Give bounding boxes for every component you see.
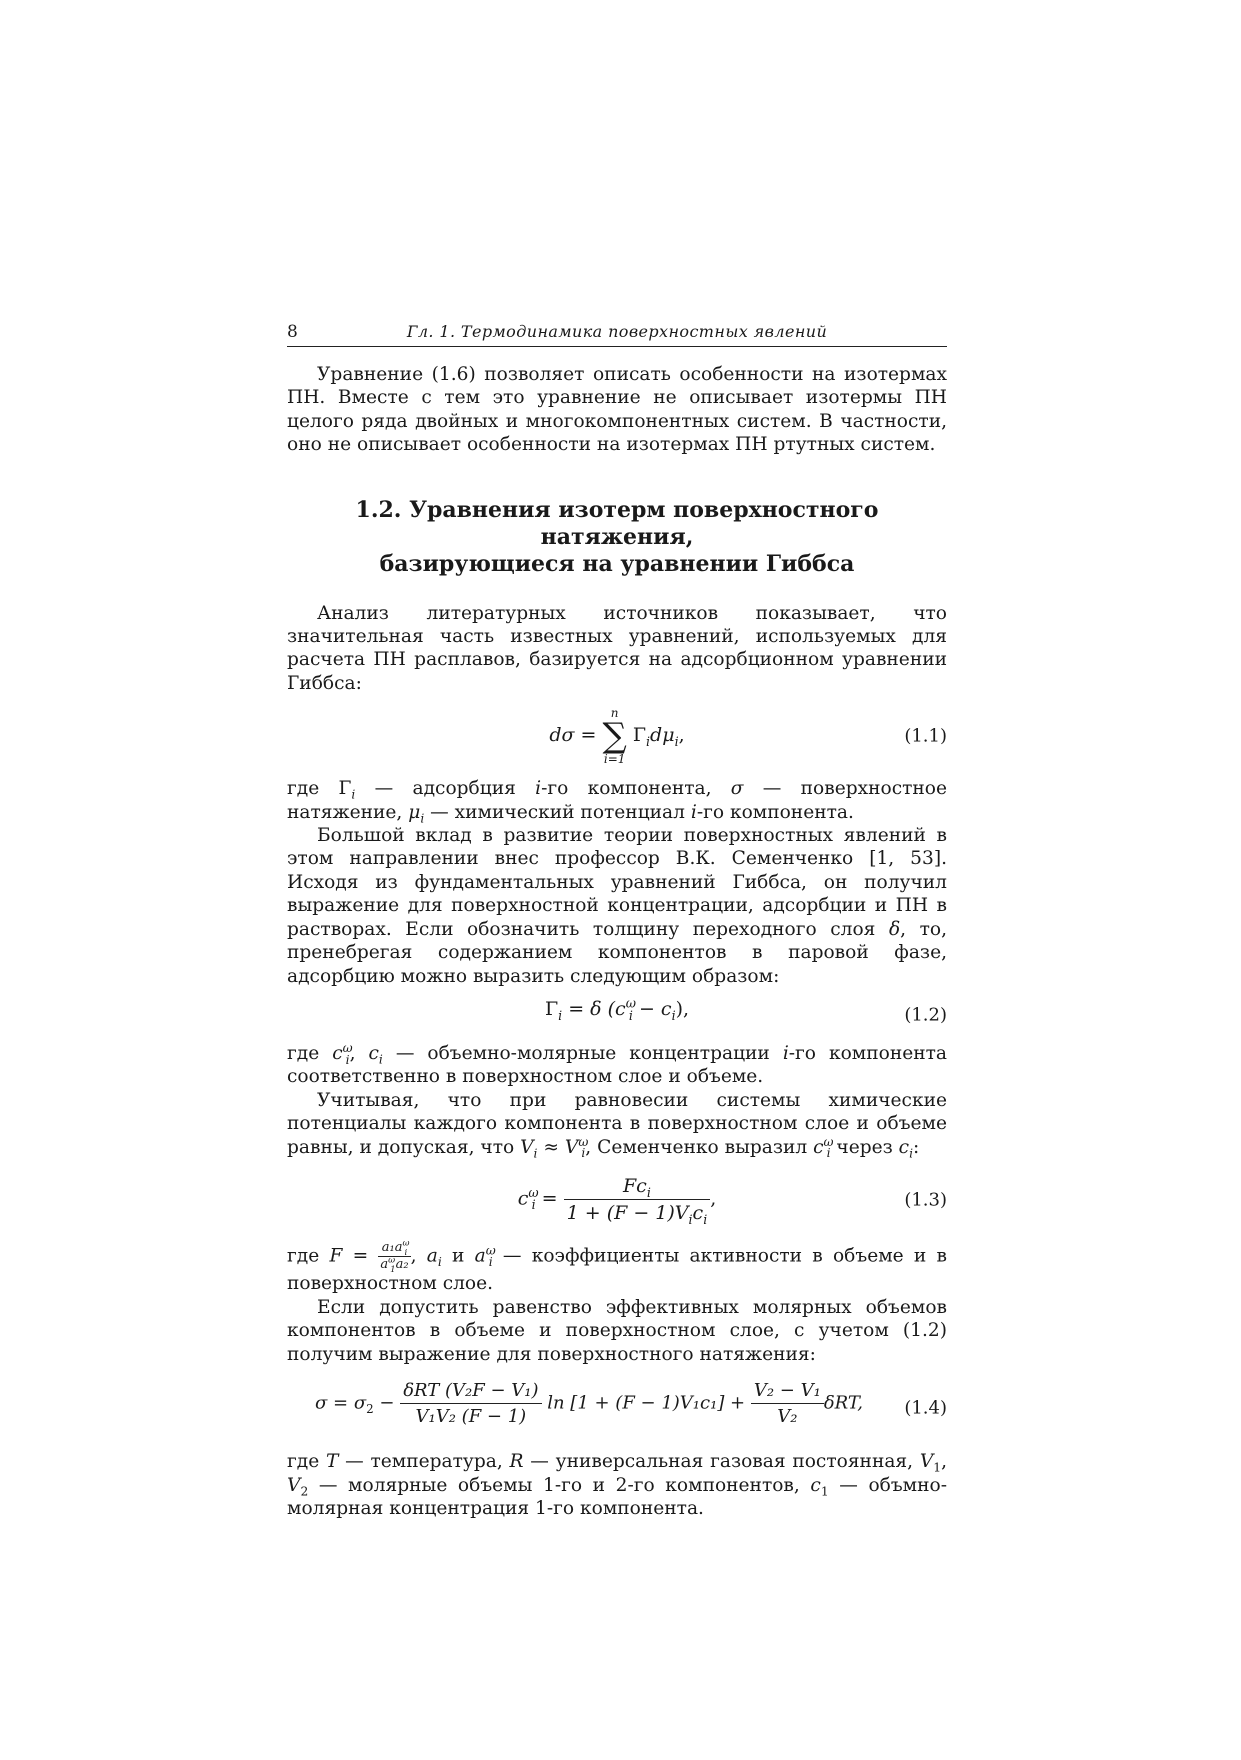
p7-t3: и: [441, 1245, 475, 1267]
p3-sigma: σ: [730, 778, 744, 800]
p9-t1: где: [287, 1451, 326, 1473]
p3-i2: i: [690, 801, 697, 823]
eq3-num-sub: i: [646, 1184, 651, 1200]
p5-c-sup: ω: [342, 1040, 353, 1055]
eq3-den-tail-sub: i: [703, 1211, 708, 1227]
eq2-mid: = δ (c: [562, 997, 626, 1020]
p3-t6: -го компонента.: [696, 801, 854, 823]
p4-t1: Большой вклад в развитие теории поверхностных явлений в этом направлении внес профессор В.К. Семенченко [1, 53]. Исходя из фундаментальных уравнений Гиббса, он получил выражение для поверхностной концентрации, адсорбции и ПН в растворах. Если обозначить толщину переходного слоя: [287, 825, 947, 940]
eq4-lhs: σ = σ: [315, 1392, 367, 1414]
p5-i: i: [782, 1042, 789, 1064]
p3-t3: -го компонента,: [541, 778, 731, 800]
eq1-lower-limit: i=1: [603, 752, 626, 767]
p7-t4: — коэффициенты активности в объеме и в поверхностном слое.: [287, 1245, 947, 1294]
p6-c: c: [813, 1136, 824, 1158]
page-header: [287, 320, 947, 347]
section-heading-line-1: 1.2. Уравнения изотерм поверхностного натяжения,: [355, 496, 879, 550]
equation-1-1: [287, 705, 947, 767]
p9-v2-sub: 2: [300, 1484, 309, 1499]
eq4-f2-num: V₂ − V₁: [751, 1380, 824, 1404]
p7-num-sup: ω: [402, 1238, 410, 1249]
p6-v2-sup: ω: [578, 1134, 589, 1149]
eq1-upper-limit: n: [610, 706, 619, 721]
p7-a2-sup: ω: [485, 1243, 496, 1258]
eq4-fraction-1: [400, 1380, 541, 1427]
eq2-gamma-sub: i: [558, 1007, 563, 1023]
p9-t4: ,: [941, 1451, 947, 1473]
p5-c2-sub: i: [378, 1052, 383, 1067]
p9-v1-sub: 1: [933, 1460, 942, 1475]
p6-v: V: [520, 1136, 534, 1158]
eq3-denominator: [564, 1200, 711, 1227]
p6-t1: Учитывая, что при равновесии системы химические потенциалы каждого компонента в поверхностном слое и объеме равны, и допуская, что: [287, 1089, 947, 1158]
p7-a: a: [426, 1245, 438, 1267]
p3-t5: — химический потенциал: [424, 801, 691, 823]
eq3-den-sub: i: [688, 1211, 693, 1227]
eq3-den-tail: c: [692, 1201, 704, 1224]
eq4-f2-den: V₂: [777, 1406, 798, 1428]
eq1-lhs: dσ =: [549, 724, 603, 747]
p7-F: F: [329, 1245, 343, 1267]
paragraph-definitions-2: [287, 1042, 947, 1089]
equation-number-1-1: (1.1): [904, 725, 947, 747]
equation-number-1-3: (1.3): [904, 1189, 947, 1211]
eq2-gamma: Γ: [544, 997, 559, 1020]
p6-approx: ≈: [537, 1136, 565, 1158]
page-number: 8: [287, 322, 298, 342]
p5-t3: — объемно-молярные концентрации: [382, 1042, 783, 1064]
p9-t6: — объмно-молярная концентрация 1-го компонента.: [287, 1474, 947, 1519]
eq3-lhs: c: [517, 1187, 529, 1210]
p3-gamma-sub: i: [351, 787, 356, 802]
p9-t2: — температура,: [338, 1451, 510, 1473]
p7-den-sup: ω: [388, 1255, 396, 1266]
p6-v2: V: [564, 1136, 579, 1158]
p9-R: R: [509, 1451, 524, 1473]
p4-t2: , то, пренебрегая содержанием компонентов в паровой фазе, адсорбцию можно выразить следующим образом:: [287, 918, 947, 987]
paragraph-molar-volumes: Если допустить равенство эффективных молярных объемов компонентов в объеме и поверхностном слое, с учетом (1.2) получим выражение для поверхностного натяжения:: [287, 1296, 947, 1365]
p3-mu-sub: i: [420, 811, 425, 826]
p3-i1: i: [535, 778, 542, 800]
p7-den: a: [380, 1256, 389, 1272]
paragraph-semenchenko: [287, 824, 947, 988]
p6-t4: :: [913, 1136, 920, 1158]
p9-t5: — молярные объемы 1-го и 2-го компонентов,: [308, 1474, 811, 1496]
paragraph-gibbs: Анализ литературных источников показывает, что значительная часть известных уравнений, используемых для расчета ПН расплавов, базируется на адсорбционном уравнении Гиббса:: [287, 602, 947, 694]
p9-t3: — универсальная газовая постоянная,: [523, 1451, 920, 1473]
eq4-f1-num: δRT (V₂F − V₁): [400, 1380, 541, 1404]
p5-t2: ,: [349, 1042, 369, 1064]
p7-fraction: [378, 1238, 410, 1275]
eq4-tail: δRT,: [823, 1392, 863, 1414]
p9-v2: V: [287, 1474, 301, 1496]
p6-c2: c: [898, 1136, 910, 1158]
paragraph-definitions-1: [287, 777, 947, 824]
eq4-lhs-sub: 2: [366, 1402, 374, 1417]
eq3-numerator: [564, 1175, 711, 1200]
paragraph-equilibrium: [287, 1089, 947, 1159]
p9-v1: V: [919, 1451, 934, 1473]
p5-t1: где: [287, 1042, 333, 1064]
eq3-fraction: [564, 1174, 711, 1227]
equation-1-3: [287, 1169, 947, 1231]
p5-c: c: [332, 1042, 343, 1064]
p7-num-sub: i: [404, 1247, 408, 1258]
p9-c1: c: [810, 1474, 821, 1496]
equation-1-4: [287, 1376, 947, 1440]
eq4-minus: −: [373, 1392, 401, 1414]
eq1-sigma-sign: ∑: [602, 716, 627, 757]
p3-t2: — адсорбция: [355, 778, 536, 800]
paragraph-activity: [287, 1238, 947, 1296]
p6-v-sub: i: [533, 1146, 538, 1161]
p6-c2-sub: i: [909, 1146, 914, 1161]
eq3-lhs-sub: i: [531, 1197, 536, 1213]
equation-number-1-2: (1.2): [904, 1004, 947, 1026]
p3-t4: — поверхностное натяжение,: [287, 778, 947, 823]
eq3-num: Fc: [623, 1174, 647, 1197]
equation-1-2: [287, 995, 947, 1032]
equation-number-1-4: (1.4): [904, 1397, 947, 1419]
p9-c1-sub: 1: [820, 1484, 829, 1499]
eq2-end: ),: [675, 997, 690, 1020]
p7-a2: a: [474, 1245, 486, 1267]
eq3-lhs-sup: ω: [528, 1185, 539, 1201]
eq3-equals: =: [535, 1187, 564, 1210]
p7-a-sub: i: [437, 1255, 442, 1270]
p5-t4: -го компонента соответственно в поверхностном слое и объеме.: [287, 1042, 947, 1088]
eq2-tail: − c: [632, 997, 672, 1020]
p7-equals: =: [342, 1245, 379, 1267]
eq2-sub: i: [628, 1007, 633, 1023]
eq3-end: ,: [710, 1187, 717, 1210]
p4-delta: δ: [888, 918, 901, 940]
book-page: [287, 320, 947, 1520]
p7-den-sub: 1: [390, 1264, 396, 1275]
p5-c2: c: [368, 1042, 379, 1064]
p9-T: T: [325, 1451, 339, 1473]
p7-a2-sub: i: [488, 1255, 493, 1270]
p6-v2-sub: i: [581, 1146, 586, 1161]
p6-c-sub: i: [826, 1146, 831, 1161]
p7-num: a₁a: [381, 1239, 403, 1255]
p6-c-sup: ω: [823, 1134, 834, 1149]
eq4-f1-den: V₁V₂ (F − 1): [415, 1406, 527, 1428]
eq4-fraction-2: [751, 1380, 824, 1427]
p5-c-sub: i: [345, 1052, 350, 1067]
eq1-dmu: dμ: [650, 724, 675, 747]
eq3-den: 1 + (F − 1)V: [566, 1201, 689, 1224]
p7-den-tail: a₂: [395, 1256, 409, 1272]
eq2-sup: ω: [625, 995, 636, 1011]
p7-t2: ,: [410, 1245, 427, 1267]
p6-t2: , Семенченко выразил: [585, 1136, 814, 1158]
p6-t3: через: [830, 1136, 899, 1158]
eq2-tail-sub: i: [671, 1007, 676, 1023]
section-heading-line-2: базирующиеся на уравнении Гиббса: [379, 550, 855, 577]
p3-gamma: Γ: [338, 778, 352, 800]
eq4-ln: ln [1 + (F − 1)V₁c₁] +: [541, 1392, 751, 1414]
eq1-mu-sub: i: [674, 734, 679, 750]
p3-mu: μ: [408, 801, 421, 823]
p7-t1: где: [287, 1245, 330, 1267]
eq1-gamma: Γ: [632, 724, 647, 747]
paragraph-intro: Уравнение (1.6) позволяет описать особенности на изотермах ПН. Вместе с тем это уравнение не описывает изотермы ПН целого ряда двойных и многокомпонентных систем. В частности, оно не описывает особенности на изотермах ПН ртутных систем.: [287, 364, 947, 456]
paragraph-definitions-3: [287, 1450, 947, 1520]
p7-frac-num: [378, 1238, 410, 1258]
eq1-gamma-sub: i: [646, 734, 651, 750]
p3-t1: где: [287, 778, 339, 800]
p7-frac-den: [378, 1255, 410, 1275]
section-heading: [287, 497, 947, 578]
running-title: Гл. 1. Термодинамика поверхностных явлений: [406, 322, 828, 341]
eq1-end: ,: [678, 724, 685, 747]
eq1-summation: [603, 707, 627, 765]
